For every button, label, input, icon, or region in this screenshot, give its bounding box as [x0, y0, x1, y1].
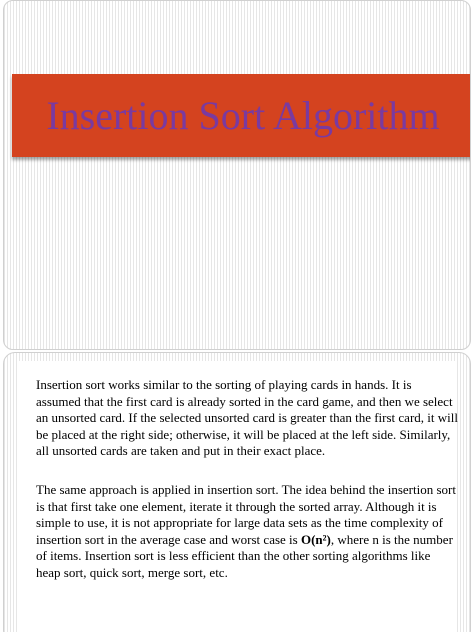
content-slide	[3, 352, 471, 632]
title-slide	[3, 0, 471, 350]
slide-title: Insertion Sort Algorithm	[46, 93, 440, 138]
paragraph-approach	[36, 482, 458, 582]
paragraph-approach-text-2: , where n is the number of items. Insertion sort is less efficient than the other sorting algorithms like heap sort, quick sort, merge sort, etc.	[36, 531, 453, 580]
title-banner	[12, 74, 471, 157]
complexity-notation: O(n²)	[300, 531, 331, 547]
paragraph-approach-text-1: The same approach is applied in insertion sort. The idea behind the insertion sort is that first take one element, iterate it through the sorted array. Although it is simple to use, it is not appropriate for large data sets as the time complexity of insertion sort in the average case and worst case is	[36, 482, 456, 547]
content-panel	[18, 361, 458, 632]
paragraph-intro: Insertion sort works similar to the sorting of playing cards in hands. It is assumed that the first card is already sorted in the card game, and then we select an unsorted card. If the selected unsorted card is greater than the first card, it will be placed at the right side; otherwise, it will be placed at the left side. Similarly, all unsorted cards are taken and put in their exact place.	[36, 377, 458, 459]
